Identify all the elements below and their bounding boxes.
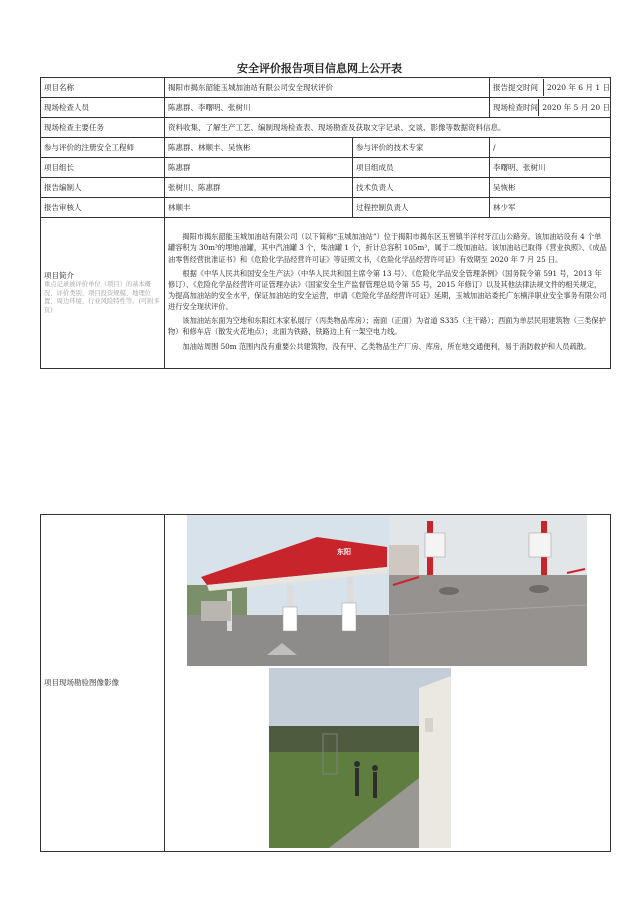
- photo-table: [40, 514, 611, 852]
- photo-label: 项目现场勘验图像影像: [41, 515, 165, 852]
- info-table: [40, 77, 611, 369]
- tasks-value: 资料收集、了解生产工艺、编制现场检查表、现场勘查及获取文字记录、交谈、影像等数据资料信息。: [165, 118, 611, 138]
- members-label: 项目组成员: [353, 158, 490, 178]
- site-photo-railside: [269, 668, 451, 848]
- experts-label: 参与评价的技术专家: [353, 138, 490, 158]
- leader-value: 陈惠群: [165, 158, 353, 178]
- inspect-time-value: 2020 年 5 月 20 日: [542, 102, 611, 112]
- intro-paragraph: 该加油站东面为空地和东阳红木家私展厅（丙类物品库房）；南面（正面）为省道 S335（主干路）；西面为单层民用建筑物（三类保护物）和修车店（散发火花地点）；北面为铁路，铁路边上有一架空电力线。: [168, 316, 606, 337]
- project-name-label: 项目名称: [41, 78, 165, 98]
- project-name-value: 揭阳市揭东韶能玉城加油站有限公司安全现状评价: [165, 78, 490, 98]
- page-title: 安全评价报告项目信息网上公开表: [237, 62, 402, 75]
- site-photo-pumps: [389, 515, 587, 666]
- submit-time-label: 报告提交时间: [490, 79, 544, 96]
- engineers-label: 参与评价的注册安全工程师: [41, 138, 165, 158]
- inspectors-value: 陈惠群、李曙明、张树川: [165, 98, 490, 118]
- intro-note: 重点记录被评价单位（项目）的基本概况、评价类别、项目投资规模、地理位置、周边环境、行业风险特性等。(可附多页): [44, 281, 160, 314]
- submit-time-cell: [490, 78, 611, 98]
- tech-lead-label: 技术负责人: [353, 178, 490, 198]
- inspect-time-cell: [490, 98, 611, 118]
- station-sign: 东阳: [337, 547, 351, 556]
- compiler-value: 张树川、陈惠群: [165, 178, 353, 198]
- table-row: [41, 515, 611, 852]
- compiler-label: 报告编制人: [41, 178, 165, 198]
- table-row: [41, 178, 611, 198]
- table-row: [41, 158, 611, 178]
- members-value: 李曙明、张树川: [490, 158, 611, 178]
- site-photo-canopy: [187, 515, 389, 666]
- table-row: [41, 138, 611, 158]
- table-row: [41, 218, 611, 369]
- table-row: [41, 78, 611, 98]
- reviewer-value: 林顺丰: [165, 198, 353, 218]
- intro-label-cell: [41, 218, 165, 369]
- experts-value: /: [490, 138, 611, 158]
- reviewer-label: 报告审核人: [41, 198, 165, 218]
- tasks-label: 现场检查主要任务: [41, 118, 165, 138]
- intro-paragraph: 揭阳市揭东韶能玉城加油站有限公司（以下简称“玉城加油站”）位于揭阳市揭东区玉窖镇半洋村牙江山公路旁。该加油站设有 4 个单罐容积为 30m³的埋地油罐，其中汽油罐 3 个，柴油罐 1 个，折计总容积 105m³，属于二级加油站。该加油站已取得《营业执照》、《成品油零售经营批准证书》和《危险化学品经营许可证》等证照文书，《危险化学品经营许可证》有效期至 2020 年 7 月 25 日。: [168, 232, 607, 264]
- process-lead-value: 林少军: [490, 198, 611, 218]
- inspectors-label: 现场检查人员: [41, 98, 165, 118]
- intro-paragraph: 加油站周围 50m 范围内没有重要公共建筑物，没有甲、乙类物品生产厂房、库房，所在地交通便利，易于消防救护和人员疏散。: [182, 341, 592, 351]
- table-row: [41, 198, 611, 218]
- intro-body: [165, 218, 611, 369]
- process-lead-label: 过程控制负责人: [353, 198, 490, 218]
- leader-label: 项目组长: [41, 158, 165, 178]
- intro-label: 项目简介: [44, 270, 74, 280]
- table-row: [41, 98, 611, 118]
- submit-time-value: 2020 年 6 月 1 日: [546, 82, 611, 92]
- photo-cell: [165, 515, 611, 852]
- table-row: [41, 118, 611, 138]
- inspect-time-label: 现场检查时间: [490, 99, 539, 116]
- engineers-value: 陈惠群、林顺丰、吴恢彬: [165, 138, 353, 158]
- tech-lead-value: 吴恢彬: [490, 178, 611, 198]
- intro-paragraph: 根据《中华人民共和国安全生产法》（中华人民共和国主席令第 13 号）、《危险化学品安全管理条例》（国务院令第 591 号，2013 年修订）、《危险化学品经营许可证管理办法》（国家安全生产监督管理总局令第 55 号，2015 年修订）以及其他法律法规文件的相关规定，为提高加油站的安全水平，保证加油站的安全运营，申请《危险化学品经营许可证》延期，玉城加油站委托广东楠洋职业安全事务有限公司进行安全现状评价。: [168, 268, 607, 312]
